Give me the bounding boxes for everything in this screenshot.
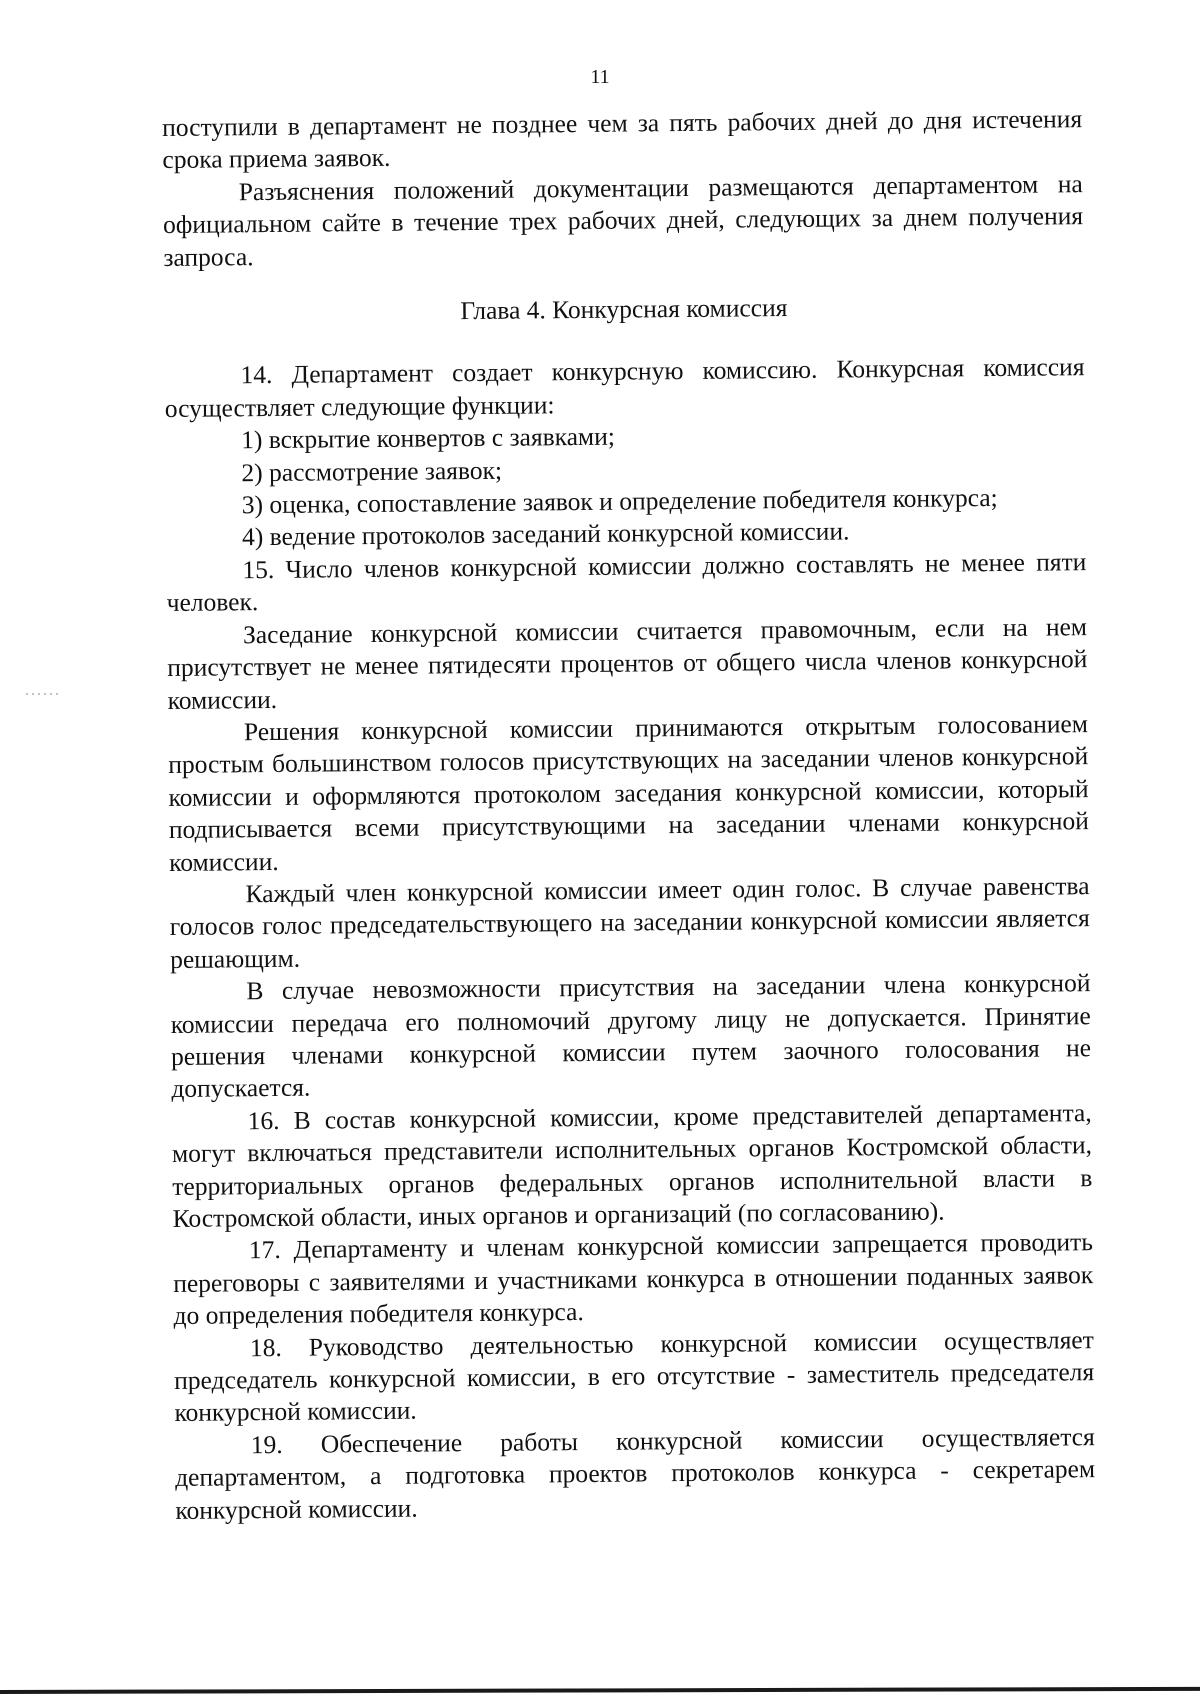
- section-15-delegation: В случае невозможности присутствия на заседании члена конкурсной комиссии передача его полномочий другому лицу не допускается. Принятие решения членами конкурсной комиссии путем заочного голосования не допускается.: [170, 968, 1092, 1104]
- function-item-4: 4) ведение протоколов заседаний конкурсной комиссии.: [241, 516, 850, 552]
- function-item-2: 2) рассмотрение заявок;: [241, 455, 503, 487]
- scan-bottom-edge: [0, 1687, 1200, 1694]
- section-15-votes: Каждый член конкурсной комиссии имеет один голос. В случае равенства голосов голос председательствующего на заседании конкурсной комиссии является решающим.: [169, 871, 1090, 974]
- paragraph-continuation: поступили в департамент не позднее чем за пять рабочих дней до дня истечения срока приема заявок.: [162, 104, 1083, 175]
- section-15-decisions: Решения конкурсной комиссии принимаются открытым голосованием простым большинством голосов присутствующих на заседании членов конкурсной комиссии и оформляются протоколом заседания конкурсной комиссии, который подписывается всеми присутствующими на заседании членами конкурсной комиссии.: [168, 709, 1089, 877]
- paragraph-clarifications: Разъяснения положений документации размещаются департаментом на официальном сайте в течение трех рабочих дней, следующих за днем получения запроса.: [162, 168, 1084, 272]
- function-item-1: 1) вскрытие конвертов с заявками;: [241, 421, 615, 455]
- scan-artifact: [26, 693, 62, 695]
- section-15-quorum: Заседание конкурсной комиссии считается правомочным, если на нем присутствует не менее пятидесяти процентов от общего числа членов конкурсной комиссии.: [167, 611, 1088, 715]
- page-number: 11: [590, 66, 610, 88]
- document-body: [162, 103, 1096, 1527]
- section-16: 16. В состав конкурсной комиссии, кроме представителей департамента, могут включаться представители исполнительных органов Костромской области, территориальных органов федеральных органов исполнительной власти в Костромской области, иных органов и организаций (по согласованию).: [171, 1097, 1093, 1233]
- section-15-members: 15. Число членов конкурсной комиссии должно составлять не менее пяти человек.: [166, 547, 1087, 618]
- function-item-3: 3) оценка, сопоставление заявок и определение победителя конкурса;: [241, 483, 998, 520]
- section-18: 18. Руководство деятельностью конкурсной комиссии осуществляет председатель конкурсной комиссии, в его отсутствие - заместитель председателя конкурсной комиссии.: [174, 1324, 1095, 1428]
- section-17: 17. Департаменту и членам конкурсной комиссии запрещается проводить переговоры с заявителями и участниками конкурса в отношении поданных заявок до определения победителя конкурса.: [173, 1227, 1094, 1331]
- section-14-intro: 14. Департамент создает конкурсную комиссию. Конкурсная комиссия осуществляет следующие функции:: [164, 352, 1085, 423]
- section-19: 19. Обеспечение работы конкурсной комиссии осуществляется департаментом, а подготовка проектов протоколов конкурса - секретарем конкурсной комиссии.: [174, 1421, 1096, 1525]
- chapter-title: Глава 4. Конкурсная комиссия: [460, 293, 788, 326]
